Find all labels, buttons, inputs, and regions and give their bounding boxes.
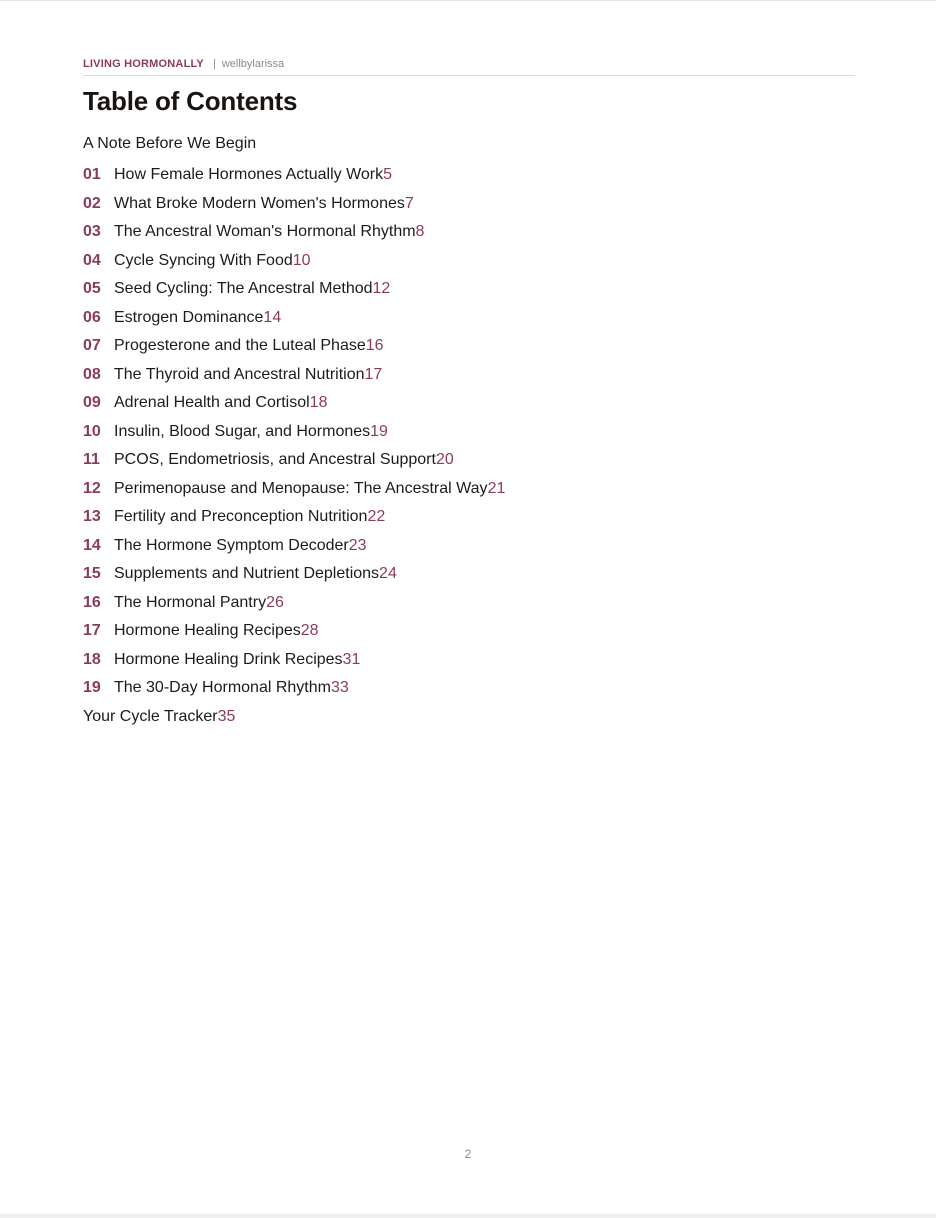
toc-entry-title: Hormone Healing Recipes [114,622,301,639]
author-handle: wellbylarissa [221,58,285,70]
toc-entry-title: A Note Before We Begin [83,135,257,152]
toc-chapter-number: 03 [83,223,101,240]
toc-chapter-number: 10 [83,422,101,440]
toc-entry[interactable] [83,332,505,361]
toc-chapter-number: 14 [83,536,101,554]
toc-entry-title: Supplements and Nutrient Depletions [114,565,380,582]
toc-page-number: 35 [217,707,236,725]
toc-entry-title: Fertility and Preconception Nutrition [114,508,368,525]
toc-chapter-number: 04 [83,251,101,269]
toc-entry-title: Perimenopause and Menopause: The Ancestral Way [114,479,488,497]
toc-page-number: 33 [330,679,349,696]
toc-entry-title: The 30-Day Hormonal Rhythm [114,679,331,696]
toc-entry[interactable] [83,532,505,561]
toc-page-number: 16 [365,337,384,354]
brand-name: LIVING HORMONALLY [83,58,204,70]
toc-chapter-number: 19 [83,679,101,696]
toc-entry-title: Insulin, Blood Sugar, and Hormones [114,422,371,440]
toc-chapter-number: 15 [83,565,101,582]
toc-page-number: 8 [415,223,425,240]
toc-entry[interactable] [83,446,505,475]
toc-entry[interactable] [83,475,505,504]
toc-entry[interactable] [83,304,505,333]
toc-entry[interactable] [83,361,505,390]
toc-entry-title: Estrogen Dominance [114,308,264,326]
toc-entry-title: How Female Hormones Actually Work [114,166,384,183]
toc-page-number: 22 [367,508,386,525]
toc-entry-title: What Broke Modern Women's Hormones [114,194,405,212]
toc-entry[interactable] [83,247,505,276]
toc-page-number: 21 [487,479,506,497]
toc-entry[interactable] [83,503,505,532]
toc-entry-title: The Thyroid and Ancestral Nutrition [114,365,365,383]
toc-entry-title: Adrenal Health and Cortisol [114,394,310,411]
toc-page-number: 17 [364,365,383,383]
toc-page-number: 31 [342,650,361,668]
toc-page-number: 18 [309,394,328,411]
toc-chapter-number: 18 [83,650,101,668]
toc-entry[interactable] [83,589,505,618]
toc-page-number: 20 [435,451,454,468]
toc-chapter-list [83,161,505,703]
toc-entry[interactable] [83,275,505,304]
toc-page-number: 7 [404,194,414,212]
toc-page-number: 14 [263,308,282,326]
toc-entry-title: Cycle Syncing With Food [114,251,293,269]
toc-page-number: 5 [383,166,393,183]
toc-chapter-number: 06 [83,308,101,326]
toc-entry-title: Your Cycle Tracker [83,707,218,725]
toc-chapter-number: 09 [83,394,101,411]
toc-chapter-number: 13 [83,508,101,525]
toc-entry-outro[interactable] [83,703,505,732]
running-header [83,57,855,76]
toc-page-number: 23 [348,536,367,554]
toc-page-number: 10 [292,251,311,269]
toc-entry-title: The Ancestral Woman's Hormonal Rhythm [114,223,416,240]
page-title: Table of Contents [83,86,298,116]
toc-chapter-number: 17 [83,622,101,639]
toc-page-number: 19 [370,422,388,440]
toc-page-number: 28 [300,622,319,639]
toc-chapter-number: 12 [83,479,101,497]
toc-chapter-number: 16 [83,593,101,611]
toc-entry[interactable] [83,161,505,190]
footer-page-number: 2 [464,1147,472,1161]
toc-entry-title: PCOS, Endometriosis, and Ancestral Support [114,451,436,468]
toc-chapter-number: 08 [83,365,101,383]
toc-chapter-number: 02 [83,194,101,212]
toc-entry-title: Progesterone and the Luteal Phase [114,337,366,354]
toc-chapter-number: 07 [83,337,101,354]
toc-entry-intro[interactable] [83,131,505,159]
toc-entry[interactable] [83,560,505,589]
toc-page-number: 26 [266,593,284,611]
toc-entry[interactable] [83,617,505,646]
toc-entry[interactable] [83,646,505,675]
toc-entry[interactable] [83,674,505,703]
toc-entry-title: The Hormone Symptom Decoder [114,536,349,554]
toc-chapter-number: 11 [83,451,100,468]
table-of-contents [83,131,505,731]
toc-entry[interactable] [83,190,505,219]
toc-chapter-number: 05 [83,280,101,297]
header-separator: | [212,58,216,70]
toc-entry-title: Seed Cycling: The Ancestral Method [114,280,373,297]
toc-entry[interactable] [83,418,505,447]
toc-page-number: 24 [379,565,397,582]
toc-entry-title: The Hormonal Pantry [114,593,267,611]
toc-entry-title: Hormone Healing Drink Recipes [114,650,343,668]
toc-chapter-number: 01 [83,166,101,183]
toc-page-number: 12 [372,280,391,297]
toc-entry[interactable] [83,389,505,418]
toc-entry[interactable] [83,218,505,247]
